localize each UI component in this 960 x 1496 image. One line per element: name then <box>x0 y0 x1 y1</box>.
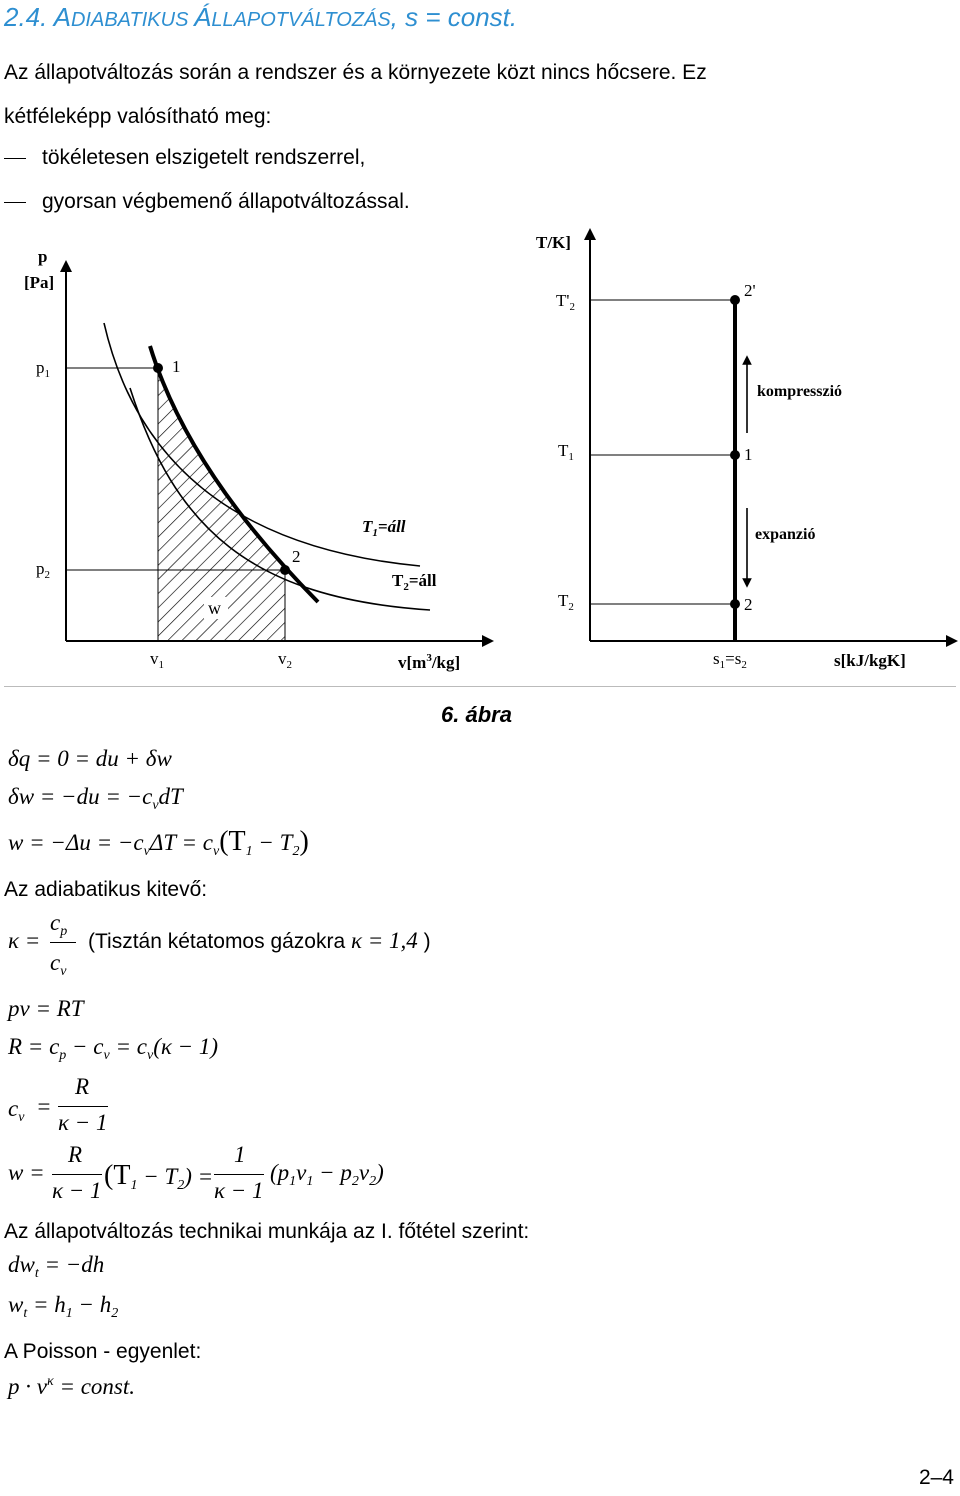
fraction-bar <box>52 1174 102 1175</box>
ts-x-label: s[kJ/kgK] <box>834 651 906 670</box>
intro-line-2: kétféleképp valósítható meg: <box>4 105 272 128</box>
point1-label: 1 <box>172 357 181 376</box>
isotherm-t1-label: $T_1=áll$ <box>362 517 406 539</box>
equation-2: $\delta w = -du = -c_vdT$ <box>8 784 183 813</box>
equation-3: $w = -\Delta u = -c_v\Delta T = c_v(T_1 - T_2)$ <box>8 826 309 859</box>
point1-label: 1 <box>744 445 753 464</box>
dash-icon <box>4 202 26 203</box>
bullet-item: gyorsan végbemenő állapotváltozással. <box>4 190 410 214</box>
w-lhs: w = <box>8 1160 45 1185</box>
fraction-bar <box>58 1106 108 1107</box>
intro-line-1: Az állapotváltozás során a rendszer és a környezete közt nincs hőcsere. Ez <box>4 61 707 84</box>
pv-diagram <box>24 247 488 672</box>
w-middle: $(T_1 - T_2)$ = <box>104 1160 214 1193</box>
pv-y-unit: [Pa] <box>24 273 55 292</box>
state-point-1 <box>730 450 740 460</box>
cv-lhs: $c_v$ <box>8 1096 25 1125</box>
section-heading: 2.4. ADIABATIKUS ÁLLAPOTVÁLTOZÁS, s = const. <box>4 2 518 32</box>
v2-label: $v_2$ <box>278 649 292 671</box>
equation-1: δq = 0 = du + δw <box>8 746 172 771</box>
dash-icon <box>4 158 26 159</box>
work-label: w <box>208 598 221 618</box>
poisson-equation: $p \cdot v^\kappa$ = const. <box>8 1374 136 1399</box>
fraction-bar <box>214 1174 264 1175</box>
s-equal-label: $s_1=s_2$ <box>713 649 747 671</box>
w-denominator-2: κ − 1 <box>214 1178 264 1203</box>
ts-diagram <box>536 233 952 671</box>
state-point-2p <box>730 295 740 305</box>
kappa-denominator: $c_v$ <box>50 950 67 979</box>
point2-label: 2 <box>292 547 301 566</box>
technical-work-intro: Az állapotváltozás technikai munkája az I. főtétel szerint: <box>4 1220 530 1243</box>
t2-label: $T_2$ <box>558 591 574 613</box>
bullet-item: tökéletesen elszigetelt rendszerrel, <box>4 146 365 170</box>
w-numerator-1: R <box>68 1142 83 1167</box>
kappa-lhs: κ = <box>8 928 41 953</box>
separator <box>4 686 956 687</box>
isotherm-t2-label: $T_2=áll$ <box>392 571 437 593</box>
state-point-1 <box>153 363 163 373</box>
fraction-bar <box>50 942 76 943</box>
expansion-label: expanzió <box>755 526 816 543</box>
page-number: 2–4 <box>918 1466 954 1489</box>
poisson-intro: A Poisson - egyenlet: <box>4 1340 202 1363</box>
t2p-label: $T'_2$ <box>556 291 575 313</box>
state-point-2 <box>730 599 740 609</box>
kappa-intro: Az adiabatikus kitevő: <box>4 878 208 901</box>
p2-label: $p_2$ <box>36 559 50 581</box>
gas-law: pv = RT <box>8 996 84 1021</box>
t1-label: $T_1$ <box>558 441 574 463</box>
technical-work-eq-2: $w_t = h_1 - h_2$ <box>8 1292 119 1321</box>
cv-numerator: R <box>75 1074 90 1099</box>
w-tail: $(p_1v_1 - p_2v_2)$ <box>270 1160 384 1189</box>
diagram-figure <box>0 228 960 688</box>
point2-label: 2 <box>744 595 753 614</box>
p1-label: $p_1$ <box>36 358 50 380</box>
compression-label: kompresszió <box>757 383 843 400</box>
cv-eq-sign: = <box>36 1094 52 1119</box>
technical-work-eq-1: $dw_t = -dh$ <box>8 1252 105 1281</box>
figure-caption: 6. ábra <box>441 702 512 727</box>
kappa-numerator: $c_p$ <box>50 910 68 939</box>
w-numerator-2: 1 <box>234 1142 246 1167</box>
kappa-note: (Tisztán kétatomos gázokra κ = 1,4 ) <box>88 928 431 953</box>
ts-y-label: T/K] <box>536 233 571 252</box>
point2p-label: 2' <box>744 281 756 300</box>
cv-denominator: κ − 1 <box>58 1110 108 1135</box>
w-denominator-1: κ − 1 <box>52 1178 102 1203</box>
state-point-2 <box>280 565 290 575</box>
v1-label: $v_1$ <box>150 649 164 671</box>
pv-y-label: p <box>38 247 48 266</box>
R-equation: $R = c_p - c_v = c_v(\kappa - 1)$ <box>8 1034 219 1063</box>
pv-x-label: $v[m^3/kg]$ <box>398 652 461 672</box>
